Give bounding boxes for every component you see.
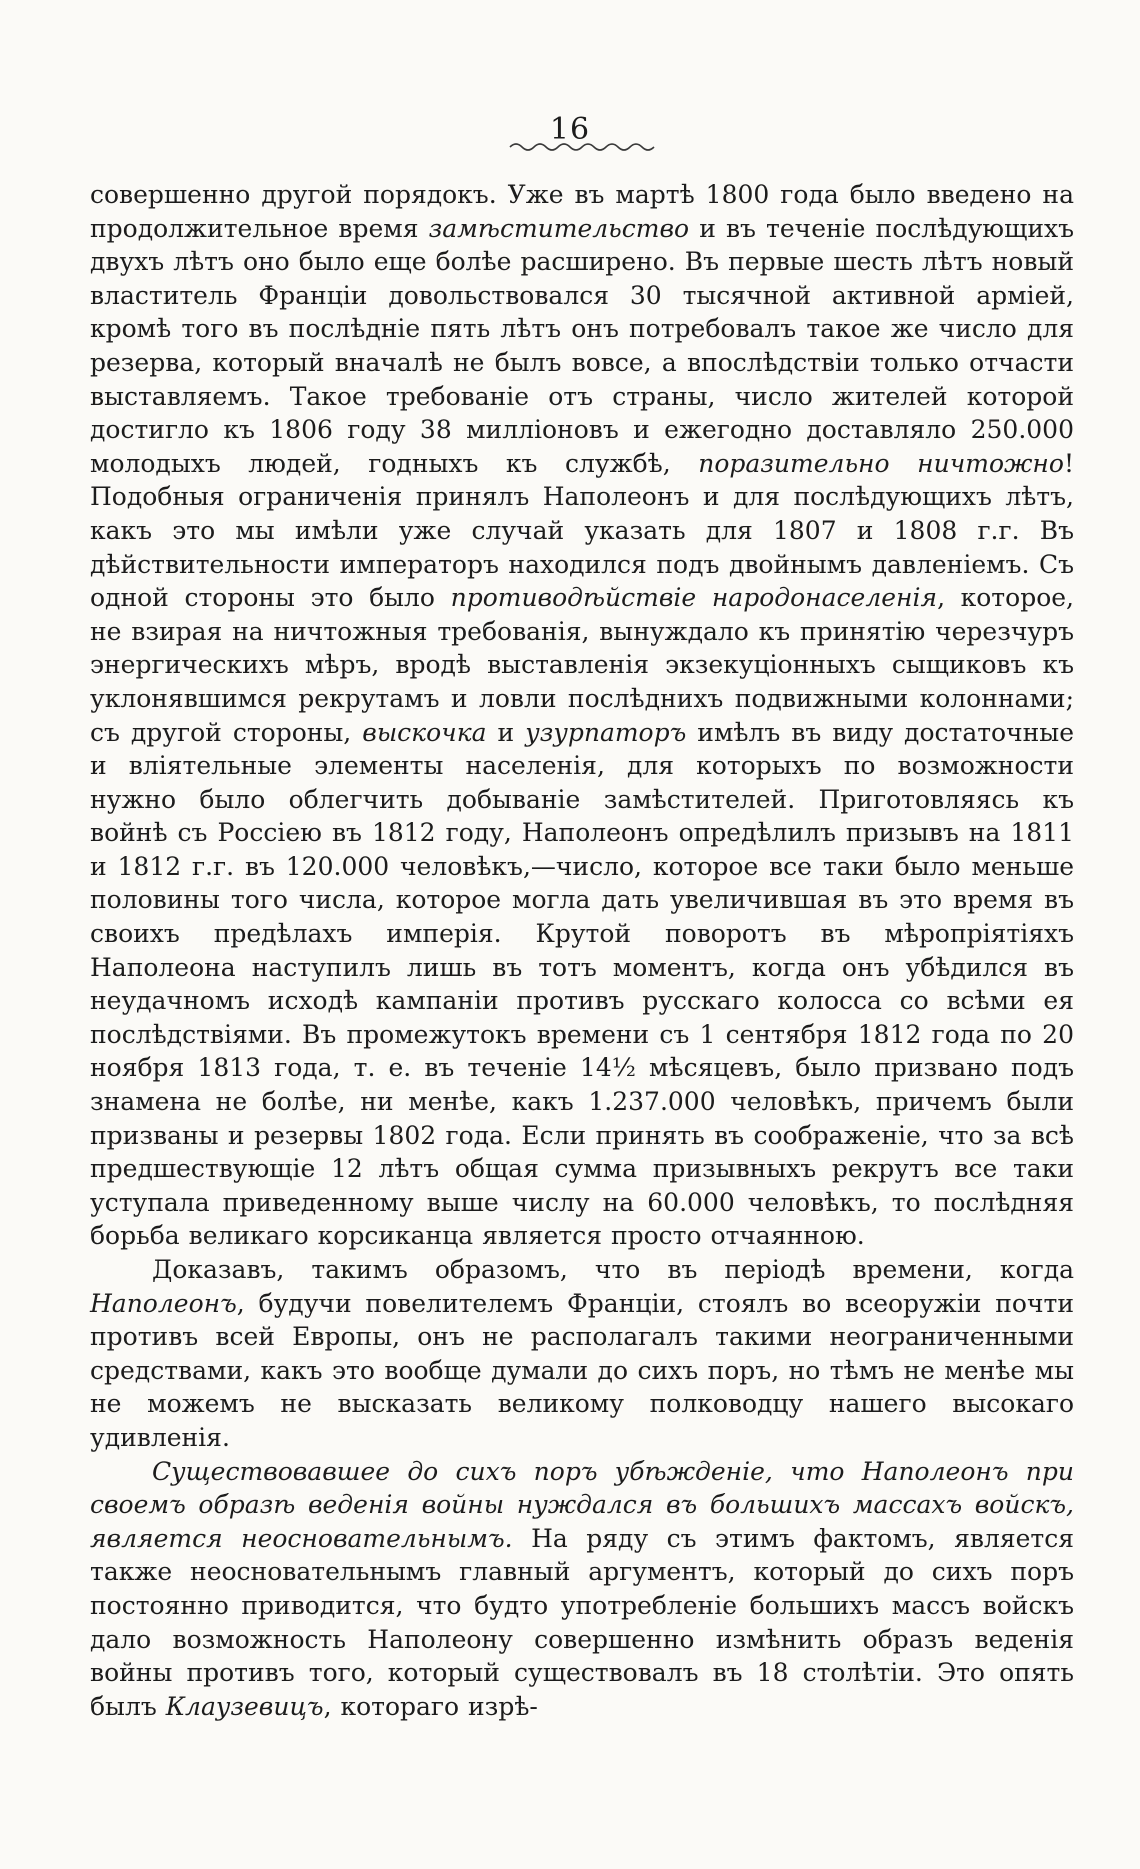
text-run: На ряду съ этимъ фактомъ, является также неосновательнымъ главный аргументъ, который до сихъ поръ постоянно приводится, что будто употребленіе большихъ массъ войскъ дало возможность Наполеону совершенно измѣнить образъ веденія войны противъ того, который существовалъ въ 18 столѣтіи. Это опять былъ [90, 1523, 1075, 1721]
text-run: и [486, 717, 526, 747]
text-run: и въ теченіе послѣдующихъ двухъ лѣтъ оно было еще болѣе расширено. Въ первые шесть лѣтъ новый властитель Франціи довольствовался 30 тысячной активной арміей, кромѣ того въ послѣдніе пять лѣтъ онъ потребовалъ такое же число для резерва, который вначалѣ не былъ вовсе, а впослѣдствіи только отчасти выставляемъ. Такое требованіе отъ страны, число жителей которой достигло къ 1806 году 38 милліоновъ и ежегодно доставляло 250.000 молодыхъ людей, годныхъ къ службѣ, [90, 213, 1074, 478]
text-run: совершенно другой порядокъ. Уже въ мартѣ 1800 года было введено на продолжительное время [90, 180, 1074, 243]
text-run: Доказавъ, такимъ образомъ, что въ періодѣ времени, когда [152, 1255, 1074, 1284]
paragraph [90, 178, 1074, 1253]
page-body-text [90, 178, 1074, 1723]
text-run: , будучи повелителемъ Франціи, стоялъ во всеоружіи почти противъ всей Европы, онъ не располагалъ такими неограниченными средствами, какъ это вообще думали до сихъ поръ, но тѣмъ не менѣе мы не можемъ не высказать великому полководцу нашего высокаго удивленія. [90, 1288, 1074, 1452]
emphasized-text: поразительно ничтожно [698, 448, 1064, 478]
emphasized-text: Существовавшее до сихъ поръ убѣжденіе, что Наполеонъ при своемъ образѣ веденія войны нуждался въ большихъ массахъ войскъ, является неосновательнымъ. [90, 1456, 1074, 1553]
text-run: , которое, не взирая на ничтожныя требованія, вынуждало къ принятію черезчуръ энергическихъ мѣръ, вродѣ выставленія экзекуціонныхъ сыщиковъ къ уклонявшимся рекрутамъ и ловли послѣднихъ подвижными колоннами; съ другой стороны, [90, 583, 1074, 747]
text-run: имѣлъ въ виду достаточные и вліятельные элементы населенія, для которыхъ по возможности нужно было облегчить добываніе замѣстителей. Приготовляясь къ войнѣ съ Россіею въ 1812 году, Наполеонъ опредѣлилъ призывъ на 1811 и 1812 г.г. въ 120.000 человѣкъ,—число, которое все таки было меньше половины того числа, которое могла дать увеличившая въ это время въ своихъ предѣлахъ имперія. Крутой поворотъ въ мѣропріятіяхъ Наполеона наступилъ лишь въ тотъ моментъ, когда онъ убѣдился въ неудачномъ исходѣ кампаніи противъ русскаго колосса со всѣми ея послѣдствіями. Въ промежутокъ времени съ 1 сентября 1812 года по 20 ноября 1813 года, т. е. въ теченіе 14½ мѣсяцевъ, было призвано подъ знамена не болѣе, ни менѣе, какъ 1.237.000 человѣкъ, причемъ были призваны и резервы 1802 года. Если принять въ соображеніе, что за всѣ предшествующіе 12 лѣтъ общая сумма призывныхъ рекрутъ все таки уступала приведенному выше числу на 60.000 человѣкъ, то послѣдняя борьба великаго корсиканца является просто отчаянною. [90, 717, 1074, 1251]
text-run: , котораго изрѣ- [323, 1691, 538, 1721]
emphasized-text: узурпаторъ [525, 717, 687, 747]
emphasized-text: замѣстительство [428, 213, 690, 243]
wavy-ornament-icon [508, 140, 658, 154]
page-number: 16 [549, 112, 591, 147]
paragraph [90, 1253, 1074, 1455]
emphasized-text: выскочка [362, 717, 487, 747]
text-run: ! Подобныя ограниченія принялъ Наполеонъ и для послѣдующихъ лѣтъ, какъ это мы имѣли уже случай указать для 1807 и 1808 г.г. Въ дѣйствительности императоръ находился подъ двойнымъ давленіемъ. Съ одной стороны это было [90, 448, 1074, 613]
emphasized-text: Наполеонъ [90, 1288, 237, 1318]
emphasized-text: Клаузевицъ [165, 1691, 324, 1721]
paragraph [90, 1455, 1074, 1724]
emphasized-text: противодѣйствіе народонаселенія [450, 583, 938, 613]
